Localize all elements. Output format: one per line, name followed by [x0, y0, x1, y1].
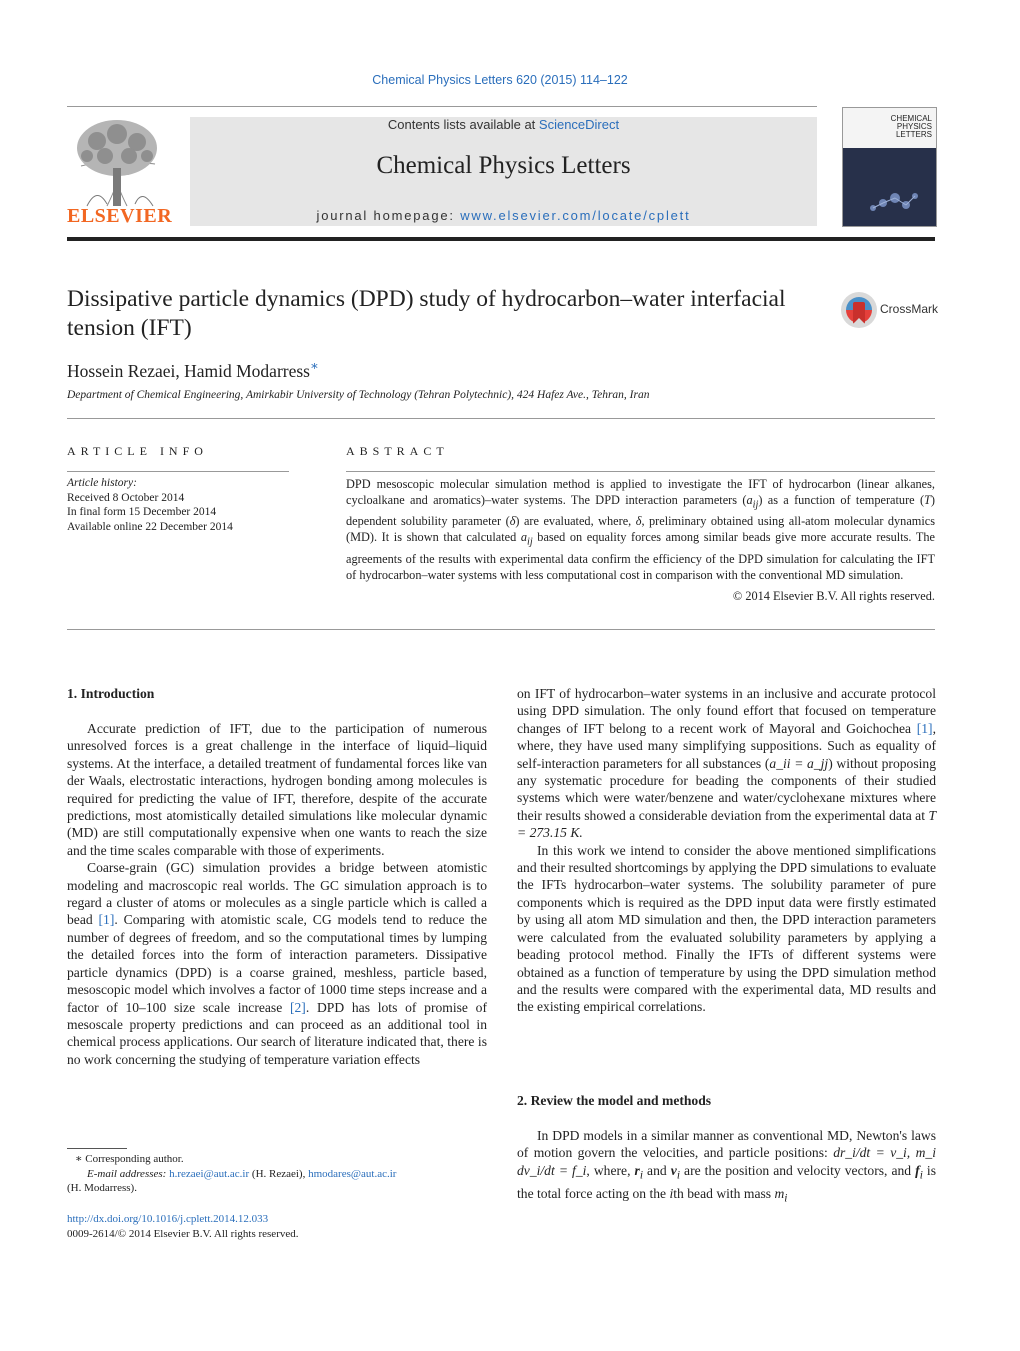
symbol-delta: δ — [509, 514, 516, 529]
elsevier-tree-icon — [67, 116, 167, 208]
footnotes — [67, 1152, 487, 1196]
received-date: Received 8 October 2014 — [67, 491, 185, 504]
header-thick-divider — [67, 237, 935, 241]
revised-date: In final form 15 December 2014 — [67, 506, 217, 518]
homepage-prefix: journal homepage: — [316, 208, 461, 223]
footnote-divider — [67, 1148, 127, 1149]
abstract-text-part: DPD mesoscopic molecular simulation method is applied to investigate the IFT of hydrocarbon (linear alkanes, cycloalkane and aromatics)–water systems. The DPD interaction parameters ( — [346, 477, 935, 507]
symbol-T: T — [924, 493, 931, 507]
reference-link-1[interactable]: [1] — [98, 912, 115, 928]
contents-prefix: Contents lists available at — [387, 117, 539, 132]
symbol-r: r — [634, 1162, 640, 1178]
abstract-copyright: © 2014 Elsevier B.V. All rights reserved. — [732, 589, 935, 603]
symbol-subscript: ij — [752, 499, 759, 511]
reference-link-2[interactable]: [2] — [289, 999, 306, 1015]
reference-link-1[interactable]: [1] — [916, 720, 933, 736]
journal-banner — [190, 117, 817, 226]
header-divider — [67, 106, 817, 107]
corresponding-author-mark[interactable]: ∗ — [310, 358, 319, 373]
intro-paragraph-2-continued — [517, 685, 936, 842]
journal-cover-thumbnail[interactable] — [842, 107, 937, 227]
article-info-heading: ARTICLE INFO — [67, 444, 208, 458]
abstract-body — [346, 476, 935, 583]
cover-title-line: PHYSICS — [896, 122, 932, 131]
cover-title — [877, 115, 932, 139]
author-names: Hossein Rezaei, Hamid Modarress — [67, 360, 310, 381]
article-history — [67, 476, 297, 534]
paragraph-text: and — [643, 1162, 671, 1178]
paragraph-text: are the position and velocity vectors, and — [679, 1162, 916, 1178]
history-label: Article history: — [67, 477, 137, 489]
symbol-i: i — [669, 1185, 674, 1201]
paragraph-text: on IFT of hydrocarbon–water systems in an inclusive and accurate protocol using DPD simulation. The only found effort that focused on temperature changes of IFT belong to a recent work of Mayoral and Goichochea — [517, 686, 936, 736]
email-owner: (H. Rezaei), — [249, 1167, 309, 1180]
symbol-a: a — [520, 530, 527, 545]
paragraph-text: ) without proposing any systematic procedure for beading the components of their studied systems which were water/benzene and water/cyclohexane mixtures where their results showed a considerable deviation from the experimental data at — [517, 755, 937, 823]
abstract-heading: ABSTRACT — [346, 444, 449, 458]
elsevier-wordmark: ELSEVIER — [67, 205, 173, 227]
paragraph-text: Coarse-grain (GC) simulation provides a bridge between atomistic modeling and macroscopic real worlds. The GC simulation approach is to regard a cluster of atoms or molecules as a single particle which is called a bead — [67, 860, 487, 928]
cover-title-line: LETTERS — [895, 130, 932, 139]
abstract-text-part: ) are evaluated, where, — [515, 514, 636, 529]
email-link-rezaei[interactable]: h.rezaei@aut.ac.ir — [169, 1167, 250, 1180]
right-column-bottom — [517, 1127, 936, 1208]
symbol-m: m — [774, 1185, 785, 1201]
journal-citation[interactable]: Chemical Physics Letters 620 (2015) 114–122 — [372, 73, 628, 87]
journal-homepage — [190, 208, 817, 223]
intro-paragraph-2 — [67, 859, 487, 1068]
corresponding-author-note: ∗ Corresponding author. — [75, 1153, 184, 1165]
sciencedirect-link[interactable]: ScienceDirect — [538, 117, 620, 132]
equation-of-motion: dr_i/dt = v_i, m_i dv_i/dt = f_i — [517, 1145, 937, 1178]
cover-molecule-image — [843, 148, 936, 226]
crossmark-badge[interactable] — [840, 290, 940, 330]
review-heading: 2. Review the model and methods — [517, 1093, 712, 1108]
homepage-link[interactable]: www.elsevier.com/locate/cplett — [460, 208, 691, 223]
symbol-v: v — [670, 1162, 677, 1178]
issn-copyright: 0009-2614/© 2014 Elsevier B.V. All rights reserved. — [67, 1227, 299, 1240]
abstract-text-part: based on equality forces among similar beads give more accurate results. The agreements of the results with experimental data confirm the efficiency of the DPD simulation for calculating the IFT of hydrocarbon–water systems with less computational cost in comparison with the conventional MD simulation. — [346, 530, 936, 582]
temperature-value: T = 273.15 K. — [517, 807, 936, 841]
paragraph-text: th bead with mass — [673, 1185, 775, 1201]
paragraph-text: is the total force acting on the — [517, 1162, 936, 1201]
symbol-i: i — [676, 1169, 680, 1182]
left-column — [67, 720, 487, 1068]
crossmark-label: CrossMark — [880, 302, 939, 316]
article-title: Dissipative particle dynamics (DPD) study of hydrocarbon–water interfacial tension (IFT) — [67, 286, 786, 341]
symbol-subscript: ij — [526, 536, 533, 548]
journal-name[interactable]: Chemical Physics Letters — [376, 152, 631, 179]
cover-title-line: CHEMICAL — [890, 114, 932, 123]
intro-paragraph-1: Accurate prediction of IFT, due to the participation of numerous unresolved forces is a great challenge in the interface of liquid–liquid systems. At the interface, a detailed treatment of fundamental forces like van der Waals, electrostatic interactions, hydrogen bonding among molecules is required for predicting the value of IFT, therefore, despite of the accurate predictions, most atomistically detailed simulations like molecular dynamic (MD) are still computationally expensive when one wants to reach the size and the time scales comparable with those of experiments. — [67, 721, 487, 858]
review-paragraph-1 — [517, 1127, 936, 1208]
symbol-i: i — [784, 1192, 788, 1205]
crossmark-icon — [840, 290, 878, 330]
symbol-i: i — [919, 1169, 923, 1182]
paragraph-text: . Comparing with atomistic scale, CG models tend to reduce the number of degrees of freedom, and so the computational times by lumping the detailed forces into the form of interaction parameters. Dissipative particle dynamics (DPD) is a coarse grained, meshless, particle based, mesoscopic model which involves a factor of 1000 time steps increase and a factor of 10–100 size scale increase — [67, 912, 487, 1015]
section-divider — [67, 629, 935, 630]
right-column-top — [517, 685, 936, 1016]
email-owner: (H. Modarress). — [67, 1182, 137, 1194]
doi-link[interactable]: http://dx.doi.org/10.1016/j.cplett.2014.12.033 — [67, 1213, 269, 1225]
abstract-divider — [346, 471, 935, 472]
abstract-text-part: ) dependent solubility parameter ( — [346, 493, 935, 529]
paragraph-text: . DPD has lots of promise of mesoscale property predictions and can proceed as an additional tool in chemical process applications. Our search of literature indicated that, there is no work concerning the studying of temperature variation effects — [67, 999, 487, 1067]
email-label: E-mail addresses: — [87, 1167, 170, 1180]
section-divider — [67, 418, 935, 419]
paragraph-text: , where, — [586, 1162, 635, 1178]
doi-block — [67, 1212, 299, 1241]
equality-equation: a_ii = a_jj — [769, 755, 829, 771]
email-line — [67, 1167, 487, 1182]
online-date: Available online 22 December 2014 — [67, 520, 233, 533]
intro-paragraph-3: In this work we intend to consider the above mentioned simplifications and their resulted shortcomings by applying the DPD simulations to evaluate the IFTs hydrocarbon–water systems. The solubility parameter of pure components which is required as the DPD input data were firstly estimated by using all atom MD simulation and then, the DPD interaction parameters were calculated from the evaluated solubility parameters by applying a beading protocol method. Finally the IFTs of different systems were obtained as a function of temperature by using the DPD simulation method and the results were compared with the experimental data, MD results and the existing empirical correlations. — [517, 842, 936, 1015]
affiliation: Department of Chemical Engineering, Amirkabir University of Technology (Tehran Polytechnic), 424 Hafez Ave., Tehran, Iran — [67, 389, 650, 401]
paragraph-text: , where, they have used many simplifying suppositions. Such as equality of self-interaction parameters for all substances ( — [517, 720, 936, 771]
author-list — [67, 358, 319, 382]
abstract-text-part: , preliminary obtained using all-atom molecular dynamics (MD). It is shown that calculated — [346, 514, 936, 545]
introduction-heading: 1. Introduction — [67, 686, 155, 701]
paragraph-text: In DPD models in a similar manner as conventional MD, Newton's laws of motion govern the velocities, and particle positions: — [517, 1128, 936, 1161]
symbol-delta: δ — [635, 514, 642, 529]
symbol-a: a — [746, 493, 753, 507]
article-info-divider — [67, 471, 289, 472]
symbol-f: f — [915, 1162, 920, 1178]
abstract-text-part: ) as a function of temperature ( — [758, 493, 925, 507]
elsevier-logo[interactable] — [67, 116, 173, 228]
contents-line — [190, 117, 817, 132]
email-link-modarress[interactable]: hmodares@aut.ac.ir — [308, 1167, 397, 1180]
symbol-i: i — [639, 1169, 643, 1182]
